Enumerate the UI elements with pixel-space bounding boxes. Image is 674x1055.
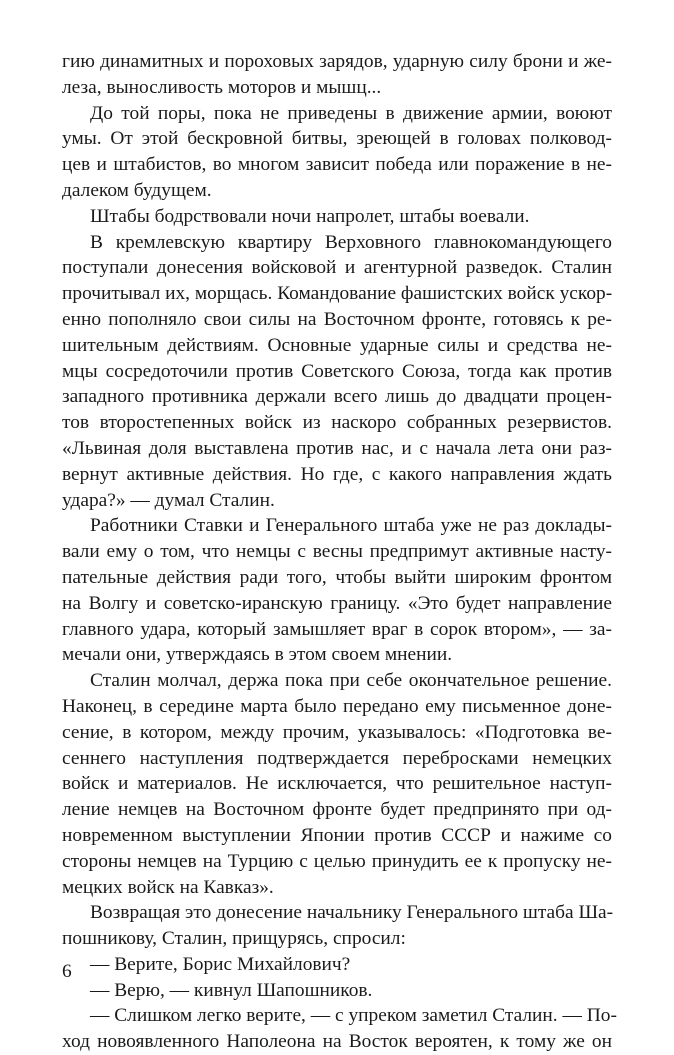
text-line: пошникову, Сталин, прищурясь, спросил: <box>62 928 406 950</box>
text-line: далеком будущем. <box>62 179 212 201</box>
text-line: Наконец, в середине марта было передано ему письменное доне- <box>62 695 612 717</box>
text-line: вали ему о том, что немцы с весны предпримут активные насту- <box>62 541 612 563</box>
text-line: сеннего наступления подтверждается перебросками немецких <box>62 747 612 769</box>
text-line: мцы сосредоточили против Советского Союза, тогда как против <box>62 360 612 382</box>
text-line: новременном выступлении Японии против СССР и нажиме со <box>62 824 612 846</box>
text-line: мечали они, утверждаясь в этом своем мнении. <box>62 644 453 666</box>
text-line: леза, выносливость моторов и мышц... <box>62 76 382 98</box>
text-line: умы. От этой бескровной битвы, зреющей в головах полковод- <box>62 128 612 150</box>
text-line: Штабы бодрствовали ночи напролет, штабы воевали. <box>90 205 530 227</box>
text-line: пательные действия ради того, чтобы выйти широким фронтом <box>62 566 612 588</box>
text-line: ход новоявленного Наполеона на Восток вероятен, к тому же он <box>62 1031 612 1053</box>
text-line: — Верите, Борис Михайлович? <box>90 953 351 975</box>
text-line: стороны немцев на Турцию с целью принудить ее к пропуску не- <box>62 850 612 872</box>
text-line: удара?» — думал Сталин. <box>62 489 275 511</box>
text-line: войск и материалов. Не исключается, что решительное наступ- <box>62 773 612 795</box>
text-line: До той поры, пока не приведены в движение армии, воюют <box>90 102 612 124</box>
text-line: на Волгу и советско-иранскую границу. «Это будет направление <box>62 592 612 614</box>
text-line: поступали донесения войсковой и агентурной разведок. Сталин <box>62 257 612 279</box>
text-line: ление немцев на Восточном фронте будет предпринято при од- <box>62 799 612 821</box>
text-line: тов второстепенных войск из наскоро собранных резервистов. <box>62 412 612 434</box>
text-line: енно пополняло свои силы на Восточном фронте, готовясь к ре- <box>62 308 612 330</box>
text-line: В кремлевскую квартиру Верховного главнокомандующего <box>90 231 612 253</box>
text-line: гию динамитных и пороховых зарядов, ударную силу брони и же- <box>62 51 612 72</box>
text-line: — Слишком легко верите, — с упреком заметил Сталин. — По- <box>90 1005 617 1027</box>
text-line: «Львиная доля выставлена против нас, и с начала лета они раз- <box>62 437 612 459</box>
text-line: шительным действиям. Основные ударные силы и средства не- <box>62 334 612 356</box>
page-body <box>62 49 617 1055</box>
text-line: мецких войск на Кавказ». <box>62 876 274 898</box>
text-line: прочитывал их, морщась. Командование фашистских войск ускор- <box>62 283 613 305</box>
text-line: цев и штабистов, во многом зависит победа или поражение в не- <box>62 154 612 176</box>
text-line: сение, в котором, между прочим, указывалось: «Подготовка ве- <box>62 721 612 743</box>
text-line: западного противника держали всего лишь до двадцати процен- <box>62 386 612 408</box>
text-line: — Верю, — кивнул Шапошников. <box>90 979 373 1001</box>
text-line: Возвращая это донесение начальнику Генерального штаба Ша- <box>90 902 614 924</box>
text-line: главного удара, который замышляет враг в сорок втором», — за- <box>62 618 612 640</box>
page-number: 6 <box>62 961 72 982</box>
text-line: вернут активные действия. Но где, с какого направления ждать <box>62 463 612 485</box>
text-line: Работники Ставки и Генерального штаба уже не раз доклады- <box>90 515 612 537</box>
text-line: Сталин молчал, держа пока при себе окончательное решение. <box>90 670 612 692</box>
